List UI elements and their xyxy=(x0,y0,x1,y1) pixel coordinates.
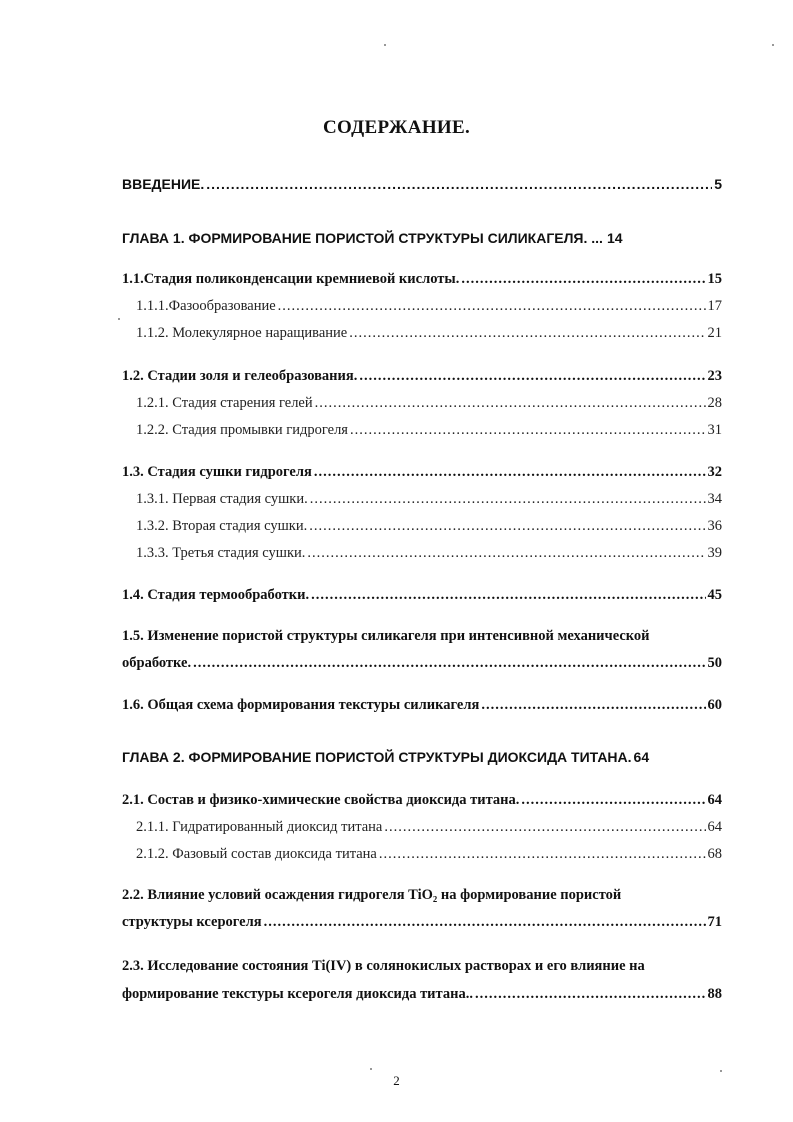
toc-entry-2-1-1[interactable] xyxy=(136,819,722,836)
dot-leader xyxy=(206,176,712,192)
toc-entry-label: 1.2.1. Стадия старения гелей xyxy=(136,395,313,411)
toc-entry-label: ВВЕДЕНИЕ. xyxy=(122,176,205,192)
toc-entry-label: ГЛАВА 1. ФОРМИРОВАНИЕ ПОРИСТОЙ СТРУКТУРЫ СИЛИКАГЕЛЯ. ... xyxy=(122,230,603,246)
scan-speck xyxy=(370,1068,372,1070)
toc-entry-page: 60 xyxy=(707,697,722,713)
toc-entry-1-3-3[interactable] xyxy=(136,545,722,562)
toc-entry-1-5-line1[interactable]: 1.5. Изменение пористой структуры силикагеля при интенсивной механической xyxy=(122,628,650,644)
toc-entry-1-4[interactable] xyxy=(122,587,722,604)
dot-leader xyxy=(349,325,705,342)
toc-entry-1-1-2[interactable] xyxy=(136,325,722,342)
dot-leader xyxy=(264,914,706,931)
dot-leader xyxy=(193,655,705,672)
toc-entry-1-2-2[interactable] xyxy=(136,422,722,439)
dot-leader xyxy=(350,422,706,439)
toc-entry-page: 14 xyxy=(606,230,623,246)
toc-entry-page: 34 xyxy=(707,491,722,507)
toc-entry-2-1[interactable] xyxy=(122,792,722,809)
toc-entry-page: 36 xyxy=(707,518,722,534)
toc-entry-page: 68 xyxy=(707,846,722,862)
scan-speck xyxy=(118,318,120,320)
toc-entry-page: 64 xyxy=(707,819,722,835)
dot-leader xyxy=(315,395,706,412)
dot-leader xyxy=(309,518,705,535)
toc-entry-label: структуры ксерогеля xyxy=(122,914,262,930)
toc-entry-1-2-1[interactable] xyxy=(136,395,722,412)
page-number: 2 xyxy=(393,1073,400,1088)
toc-entry-label: 1.2.2. Стадия промывки гидрогеля xyxy=(136,422,348,438)
dot-leader xyxy=(384,819,705,836)
dot-leader xyxy=(475,986,706,1003)
toc-entry-label: 1.1.2. Молекулярное наращивание xyxy=(136,325,348,341)
dot-leader xyxy=(307,545,705,562)
toc-entry-1-3-1[interactable] xyxy=(136,491,722,508)
toc-entry-1-5[interactable] xyxy=(122,655,722,672)
toc-entry-label: 2.1. Состав и физико-химические свойства диоксида титана. xyxy=(122,792,520,808)
toc-entry-1-6[interactable] xyxy=(122,697,722,714)
dot-leader xyxy=(314,464,706,481)
toc-entry-1-1[interactable] xyxy=(122,271,722,288)
toc-entry-page: 5 xyxy=(714,176,722,192)
toc-entry-label: 2.1.1. Гидратированный диоксид титана xyxy=(136,819,383,835)
toc-entry-page: 17 xyxy=(707,298,722,314)
toc-entry-2-2[interactable] xyxy=(122,914,722,931)
toc-entry-1-1-1[interactable] xyxy=(136,298,722,315)
toc-entry-1-2[interactable] xyxy=(122,368,722,385)
toc-entry-label: 1.3. Стадия сушки гидрогеля xyxy=(122,464,312,480)
toc-entry-label: 1.2. Стадии золя и гелеобразования. xyxy=(122,368,358,384)
dot-leader xyxy=(379,846,706,863)
toc-entry-page: 28 xyxy=(707,395,722,411)
toc-entry-label: 1.6. Общая схема формирования текстуры силикагеля xyxy=(122,697,480,713)
toc-entry-label: обработке. xyxy=(122,655,192,671)
dot-leader xyxy=(521,792,705,809)
toc-entry-page: 21 xyxy=(707,325,722,341)
dot-leader xyxy=(311,587,705,604)
dot-leader xyxy=(278,298,706,315)
scan-speck xyxy=(772,44,774,46)
toc-entry-2-3[interactable] xyxy=(122,986,722,1003)
scan-speck xyxy=(720,1070,722,1072)
toc-entry-introduction[interactable] xyxy=(122,176,722,192)
toc-entry-page: 88 xyxy=(707,986,722,1002)
toc-entry-label: 1.4. Стадия термообработки. xyxy=(122,587,310,603)
toc-entry-chapter-2[interactable] xyxy=(122,749,722,765)
dot-leader xyxy=(359,368,705,385)
toc-entry-page: 71 xyxy=(707,914,722,930)
toc-entry-page: 50 xyxy=(707,655,722,671)
toc-entry-1-3-2[interactable] xyxy=(136,518,722,535)
dot-leader xyxy=(461,271,705,288)
toc-entry-2-2-line1[interactable]: 2.2. Влияние условий осаждения гидрогеля TiO₂ на формирование пористой xyxy=(122,887,622,903)
toc-entry-label: 1.3.1. Первая стадия сушки. xyxy=(136,491,308,507)
toc-entry-label: 1.1.Стадия поликонденсации кремниевой кислоты. xyxy=(122,271,460,287)
toc-entry-label: 2.1.2. Фазовый состав диоксида титана xyxy=(136,846,377,862)
scan-speck xyxy=(384,44,386,46)
toc-entry-page: 64 xyxy=(633,749,650,765)
dot-leader xyxy=(310,491,706,508)
toc-entry-page: 23 xyxy=(707,368,722,384)
toc-entry-label: формирование текстуры ксерогеля диоксида титана.. xyxy=(122,986,473,1002)
toc-entry-label: 1.1.1.Фазообразование xyxy=(136,298,276,314)
toc-entry-page: 39 xyxy=(707,545,722,561)
dot-leader xyxy=(481,697,705,714)
toc-entry-page: 32 xyxy=(707,464,722,480)
toc-entry-2-1-2[interactable] xyxy=(136,846,722,863)
toc-entry-label: 1.3.2. Вторая стадия сушки. xyxy=(136,518,308,534)
page-title: СОДЕРЖАНИЕ. xyxy=(322,117,471,138)
toc-entry-page: 15 xyxy=(707,271,722,287)
toc-entry-page: 64 xyxy=(707,792,722,808)
toc-entry-label: ГЛАВА 2. ФОРМИРОВАНИЕ ПОРИСТОЙ СТРУКТУРЫ ДИОКСИДА ТИТАНА. xyxy=(122,749,632,765)
toc-entry-chapter-1[interactable] xyxy=(122,230,722,246)
toc-entry-2-3-line1[interactable]: 2.3. Исследование состояния Ti(IV) в солянокислых растворах и его влияние на xyxy=(122,958,645,974)
toc-entry-label: 1.3.3. Третья стадия сушки. xyxy=(136,545,306,561)
toc-entry-page: 31 xyxy=(707,422,722,438)
toc-entry-page: 45 xyxy=(707,587,722,603)
toc-entry-1-3[interactable] xyxy=(122,464,722,481)
